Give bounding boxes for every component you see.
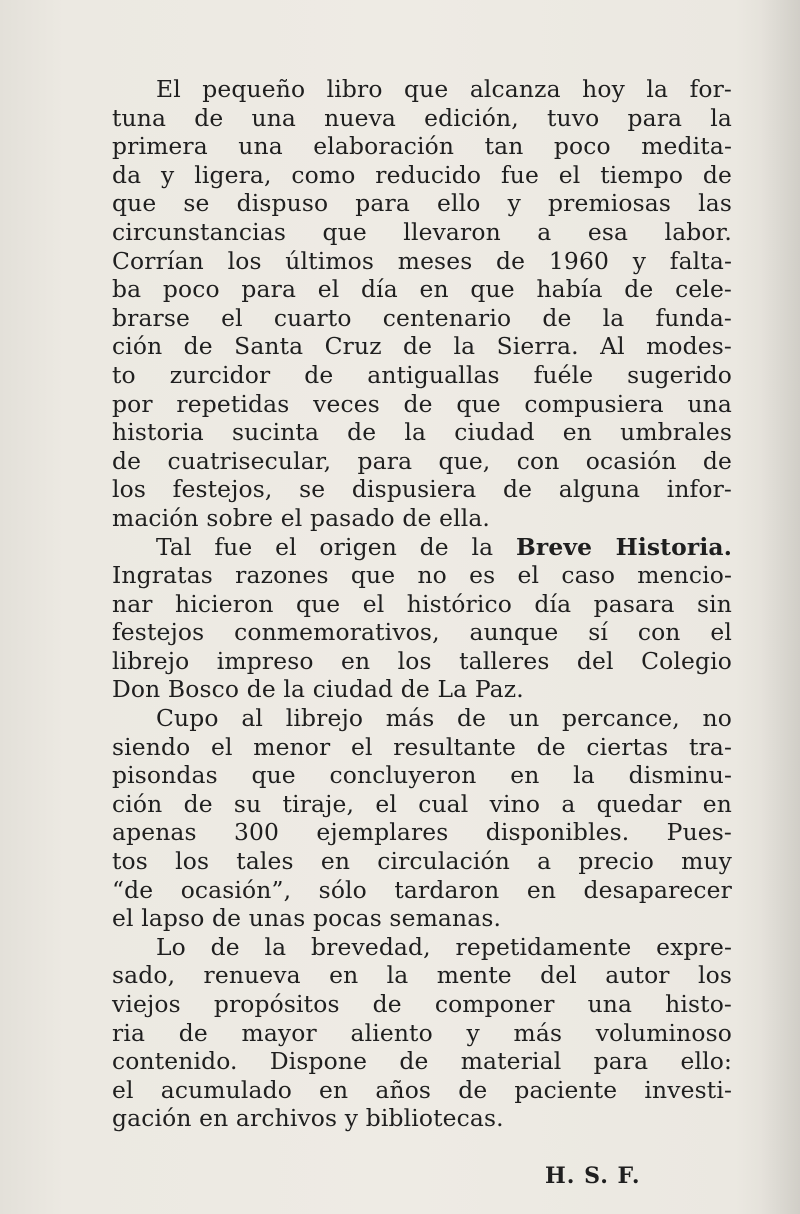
text-line: ción de su tiraje, el cual vino a quedar en	[112, 789, 732, 818]
text-line: Ingratas razones que no es el caso mencio-	[112, 561, 732, 590]
text-line: apenas 300 ejemplares disponibles. Pues-	[112, 818, 732, 847]
author-initials: H. S. F.	[545, 1163, 641, 1189]
text-line: sado, renueva en la mente del autor los	[112, 961, 732, 990]
text-line: de cuatrisecular, para que, con ocasión de	[112, 446, 732, 475]
text-line: librejo impreso en los talleres del Colegio	[112, 646, 732, 675]
text-line: to zurcidor de antiguallas fuéle sugerido	[112, 360, 732, 389]
text-line: festejos conmemorativos, aunque sí con el	[112, 618, 732, 647]
text-line: circunstancias que llevaron a esa labor.	[112, 217, 732, 246]
text-line: Cupo al librejo más de un percance, no	[156, 704, 732, 733]
text-line: El pequeño libro que alcanza hoy la for-	[156, 75, 732, 103]
text-line: viejos propósitos de componer una histo-	[112, 990, 732, 1018]
text-line: brarse el cuarto centenario de la funda-	[112, 303, 732, 332]
text-line: que se dispuso para ello y premiosas las	[112, 189, 732, 218]
text-line: siendo el menor el resultante de ciertas tra-	[112, 732, 732, 761]
text-line: el acumulado en años de paciente investi-	[112, 1075, 732, 1104]
text-line: ba poco para el día en que había de cele-	[112, 275, 732, 304]
text-line: por repetidas veces de que compusiera una	[112, 389, 732, 418]
text-line: pisondas que concluyeron en la disminu-	[112, 761, 732, 790]
text-line: nar hicieron que el histórico día pasara sin	[112, 589, 732, 618]
book-title: Breve Historia.	[515, 532, 732, 561]
text-line: Lo de la brevedad, repetidamente expre-	[156, 932, 732, 961]
text-line: los festejos, se dispusiera de alguna infor-	[112, 475, 732, 504]
text-line: da y ligera, como reducido fue el tiempo de	[112, 160, 732, 189]
text-line: primera una elaboración tan poco medita-	[112, 132, 732, 161]
text-line	[112, 533, 732, 562]
text-fragment: Tal fue el origen de la	[156, 532, 516, 561]
text-line: mación sobre el pasado de ella.	[112, 503, 491, 532]
text-line: tos los tales en circulación a precio muy	[112, 847, 732, 876]
text-line: “de ocasión”, sólo tardaron en desaparecer	[112, 875, 732, 904]
preface-text	[112, 75, 732, 1133]
text-line: el lapso de unas pocas semanas.	[112, 904, 502, 933]
text-line: ria de mayor aliento y más voluminoso	[112, 1018, 732, 1047]
text-line: contenido. Dispone de material para ello:	[112, 1047, 732, 1076]
text-line: gación en archivos y bibliotecas.	[112, 1104, 504, 1133]
text-line: tuna de una nueva edición, tuvo para la	[112, 103, 732, 132]
text-line: historia sucinta de la ciudad en umbrales	[112, 418, 732, 447]
text-line: Corrían los últimos meses de 1960 y falta-	[112, 246, 732, 275]
text-line: ción de Santa Cruz de la Sierra. Al modes-	[112, 332, 732, 361]
text-line: Don Bosco de la ciudad de La Paz.	[112, 675, 524, 704]
page-edge-shadow	[760, 0, 800, 1214]
